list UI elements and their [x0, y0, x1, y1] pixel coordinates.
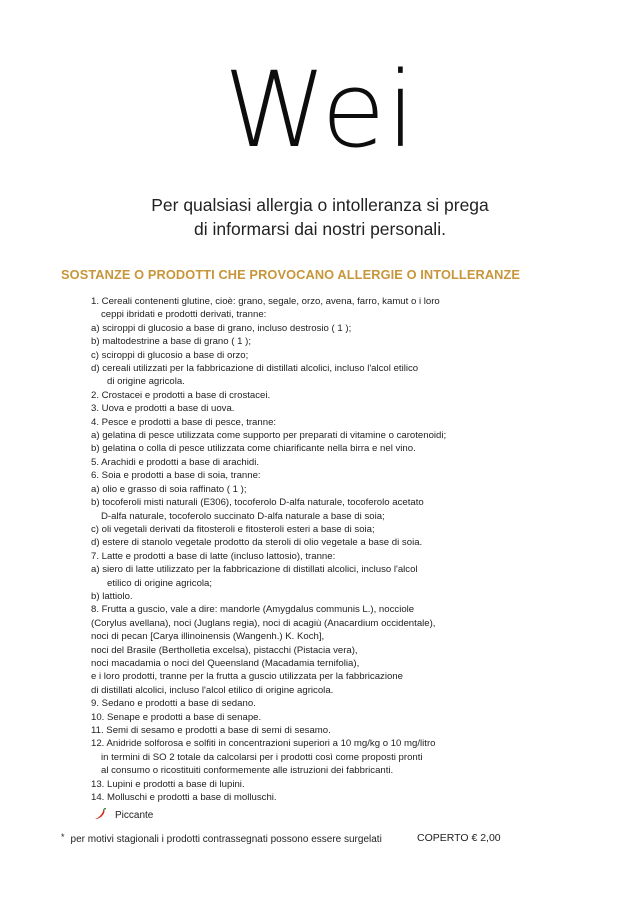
- cover-charge: COPERTO € 2,00: [417, 832, 501, 844]
- allergen-line: ceppi ibridati e prodotti derivati, tranne:: [101, 309, 267, 321]
- allergen-line: 3. Uova e prodotti a base di uova.: [91, 403, 235, 415]
- allergen-line: d) estere di stanolo vegetale prodotto da steroli di olio vegetale a base di soia.: [91, 537, 423, 549]
- footer-asterisk: *: [61, 832, 65, 842]
- allergen-line: 4. Pesce e prodotti a base di pesce, tranne:: [91, 416, 277, 428]
- allergen-line: al consumo o ricostituiti conformemente alle istruzioni dei fabbricanti.: [101, 765, 394, 777]
- allergen-line: 9. Sedano e prodotti a base di sedano.: [91, 698, 256, 710]
- allergen-line: d) cereali utilizzati per la fabbricazione di distillati alcolici, incluso l'alcol etilico: [91, 363, 419, 375]
- allergen-line: D-alfa naturale, tocoferolo succinato D-alfa naturale a base di soia;: [101, 510, 385, 522]
- allergen-line: 10. Senape e prodotti a base di senape.: [91, 711, 262, 723]
- allergen-line: b) gelatina o colla di pesce utilizzata come chiarificante nella birra e nel vino.: [91, 443, 416, 455]
- allergen-line: noci macadamia o noci del Queensland (Macadamia ternifolia),: [91, 657, 360, 669]
- allergen-line: 1. Cereali contenenti glutine, cioè: grano, segale, orzo, avena, farro, kamut o i loro: [91, 296, 440, 307]
- footer: [61, 832, 521, 845]
- allergen-line: a) gelatina di pesce utilizzata come supporto per preparati di vitamine o carotenoidi;: [91, 430, 447, 442]
- allergy-notice: [0, 193, 640, 241]
- allergen-line: (Corylus avellana), noci (Juglans regia), noci di acagiù (Anacardium occidentale),: [91, 617, 436, 629]
- allergen-line: a) siero di latte utilizzato per la fabbricazione di distillati alcolici, incluso l'alcol: [91, 564, 418, 576]
- notice-line-1: Per qualsiasi allergia o intolleranza si prega: [151, 195, 489, 215]
- spicy-label: Piccante: [115, 810, 154, 821]
- allergen-line: 14. Molluschi e prodotti a base di molluschi.: [91, 792, 277, 804]
- allergen-list: [91, 295, 491, 804]
- allergen-line: 13. Lupini e prodotti a base di lupini.: [91, 778, 245, 790]
- allergen-line: e i loro prodotti, tranne per la frutta a guscio utilizzata per la fabbricazione: [91, 671, 403, 683]
- allergen-line: 5. Arachidi e prodotti a base di arachidi.: [91, 456, 259, 468]
- allergen-line: noci di pecan [Carya illinoinensis (Wangenh.) K. Koch],: [91, 631, 325, 643]
- allergen-line: 12. Anidride solforosa e solfiti in concentrazioni superiori a 10 mg/kg o 10 mg/litro: [91, 738, 436, 750]
- brand-logo: Wei: [223, 49, 417, 171]
- allergen-line: 6. Soia e prodotti a base di soia, tranne:: [91, 470, 261, 482]
- allergen-line: b) maltodestrine a base di grano ( 1 );: [91, 336, 251, 348]
- allergen-line: noci del Brasile (Bertholletia excelsa), pistacchi (Pistacia vera),: [91, 644, 358, 656]
- spicy-legend: [93, 807, 153, 821]
- notice-line-2: di informarsi dai nostri personali.: [194, 219, 446, 239]
- allergen-line: 11. Semi di sesamo e prodotti a base di semi di sesamo.: [91, 725, 331, 736]
- allergen-line: 8. Frutta a guscio, vale a dire: mandorle (Amygdalus communis L.), nocciole: [91, 604, 415, 616]
- allergen-line: 7. Latte e prodotti a base di latte (incluso lattosio), tranne:: [91, 550, 336, 562]
- allergen-line: di origine agricola.: [107, 376, 185, 388]
- allergen-line: c) sciroppi di glucosio a base di orzo;: [91, 349, 249, 361]
- allergens-heading: SOSTANZE O PRODOTTI CHE PROVOCANO ALLERGIE O INTOLLERANZE: [61, 267, 521, 282]
- allergen-line: etilico di origine agricola;: [107, 577, 213, 589]
- chili-pepper-icon: [93, 807, 107, 821]
- allergen-line: b) tocoferoli misti naturali (E306), tocoferolo D-alfa naturale, tocoferolo acetato: [91, 497, 424, 509]
- allergen-line: 2. Crostacei e prodotti a base di crostacei.: [91, 389, 271, 401]
- allergen-line: a) sciroppi di glucosio a base di grano, incluso destrosio ( 1 );: [91, 322, 352, 334]
- allergen-line: di distillati alcolici, incluso l'alcol etilico di origine agricola.: [91, 684, 334, 696]
- allergen-line: c) oli vegetali derivati da fitosteroli e fitosteroli esteri a base di soia;: [91, 523, 375, 535]
- allergen-line: in termini di SO 2 totale da calcolarsi per i prodotti così come proposti pronti: [101, 751, 423, 763]
- allergen-line: a) olio e grasso di soia raffinato ( 1 );: [91, 483, 247, 495]
- frozen-products-note: per motivi stagionali i prodotti contrassegnati possono essere surgelati: [70, 834, 382, 845]
- allergen-line: b) lattiolo.: [91, 590, 133, 602]
